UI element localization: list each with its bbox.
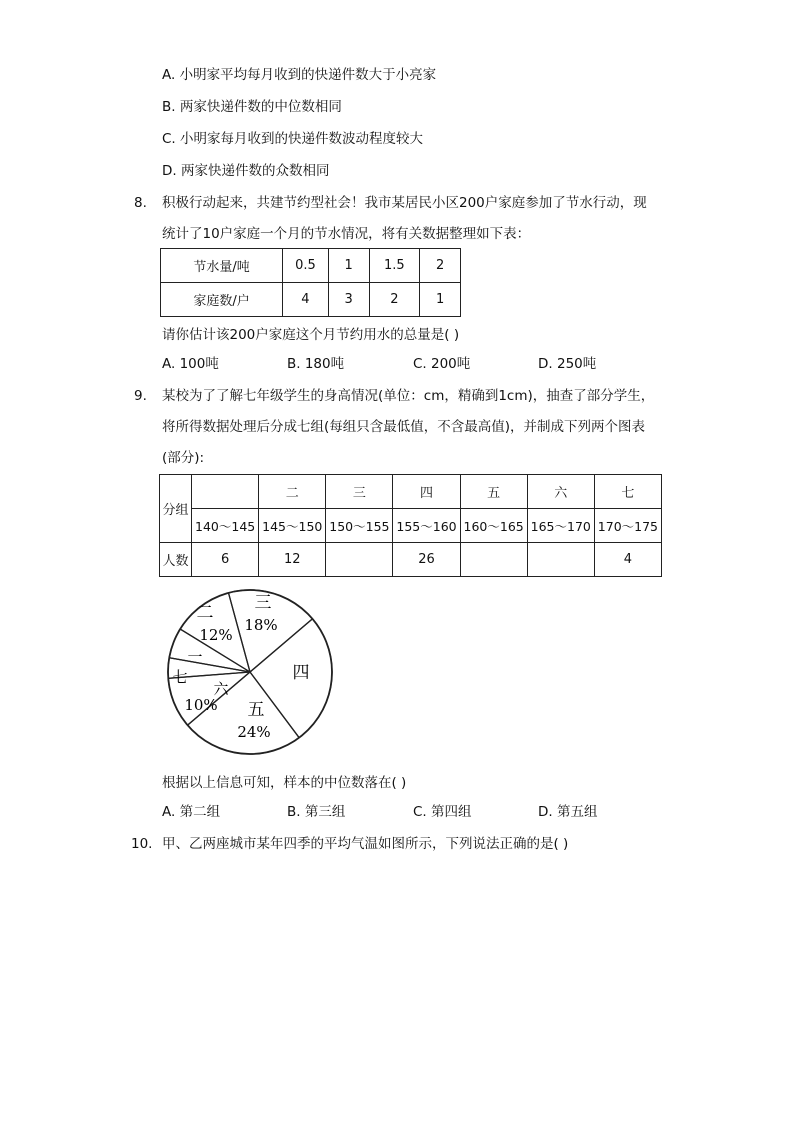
- q9-table-group: 四: [393, 475, 460, 509]
- q8-table-cell: 0.5: [283, 249, 329, 283]
- q9-stem-line3: (部分):: [162, 450, 205, 466]
- q9-number: 9.: [134, 388, 147, 404]
- q8-option-a: A. 100吨: [162, 356, 219, 372]
- q7-option-b: B. 两家快递件数的中位数相同: [162, 99, 342, 115]
- q8-option-d: D. 250吨: [538, 356, 597, 372]
- q9-table-header-group: 分组: [160, 475, 192, 543]
- q9-option-b: B. 第三组: [287, 804, 346, 820]
- q8-table-cell: 2: [369, 283, 420, 317]
- q9-table-count: 12: [259, 543, 326, 577]
- q9-table-count: 4: [594, 543, 661, 577]
- q9-table-count: [326, 543, 393, 577]
- q8-table-cell: 1: [420, 283, 461, 317]
- q9-table-group: [192, 475, 259, 509]
- q9-table-range: 165～170: [527, 509, 594, 543]
- pie-label-liu: 六: [213, 680, 229, 698]
- q9-pie-chart: [160, 584, 340, 764]
- q9-table-range: 145～150: [259, 509, 326, 543]
- q9-table-group: 六: [527, 475, 594, 509]
- pie-label-er: 二: [196, 603, 214, 623]
- q9-table-count: [460, 543, 527, 577]
- q8-stem-line2: 统计了10户家庭一个月的节水情况，将有关数据整理如下表：: [162, 226, 531, 242]
- pie-pct-er: 12%: [199, 626, 233, 644]
- q9-table-range: 140～145: [192, 509, 259, 543]
- pie-pct-san: 18%: [244, 616, 278, 634]
- q9-table-range: 150～155: [326, 509, 393, 543]
- q9-table-range: 170～175: [594, 509, 661, 543]
- q8-table-cell: 4: [283, 283, 329, 317]
- pie-pct-liu: 10%: [184, 696, 218, 714]
- q8-stem-line1: 积极行动起来，共建节约型社会！我市某居民小区200户家庭参加了节水行动，现: [162, 195, 647, 211]
- q9-stem-line2: 将所得数据处理后分成七组(每组只含最低值，不含最高值)，并制成下列两个图表: [162, 419, 646, 435]
- q7-option-c: C. 小明家每月收到的快递件数波动程度较大: [162, 131, 424, 147]
- q9-option-a: A. 第二组: [162, 804, 221, 820]
- q8-table-cell: 1: [328, 249, 369, 283]
- q9-table-group: 二: [259, 475, 326, 509]
- q7-option-d: D. 两家快递件数的众数相同: [162, 163, 330, 179]
- q9-option-d: D. 第五组: [538, 804, 598, 820]
- q8-table-header-water: 节水量/吨: [161, 249, 283, 283]
- q9-table-header-count: 人数: [160, 543, 192, 577]
- q9-table-group: 五: [460, 475, 527, 509]
- q8-table-cell: 1.5: [369, 249, 420, 283]
- q9-table-group: 七: [594, 475, 661, 509]
- q9-table-count: [527, 543, 594, 577]
- q8-option-c: C. 200吨: [413, 356, 471, 372]
- pie-label-wu: 五: [247, 700, 265, 720]
- q9-stem-line1: 某校为了了解七年级学生的身高情况(单位：cm，精确到1cm)，抽查了部分学生，: [162, 388, 655, 404]
- q9-table-count: 6: [192, 543, 259, 577]
- q9-table-count: 26: [393, 543, 460, 577]
- q9-question: 根据以上信息可知，样本的中位数落在( ): [162, 775, 407, 791]
- q8-water-table: [160, 248, 461, 317]
- q10-stem: 甲、乙两座城市某年四季的平均气温如图所示，下列说法正确的是( ): [162, 836, 569, 852]
- q9-table-range: 160～165: [460, 509, 527, 543]
- q9-option-c: C. 第四组: [413, 804, 472, 820]
- q8-table-cell: 2: [420, 249, 461, 283]
- pie-label-si: 四: [292, 663, 310, 683]
- pie-label-yi: 一: [187, 648, 203, 666]
- q8-table-header-families: 家庭数/户: [161, 283, 283, 317]
- q9-table-group: 三: [326, 475, 393, 509]
- pie-label-san: 三: [254, 593, 272, 613]
- q9-height-table: [159, 474, 662, 577]
- pie-label-qi: 七: [172, 668, 188, 686]
- q8-question: 请你估计该200户家庭这个月节约用水的总量是( ): [162, 327, 460, 343]
- q8-number: 8.: [134, 195, 147, 211]
- q10-number: 10.: [131, 836, 153, 852]
- q7-option-a: A. 小明家平均每月收到的快递件数大于小亮家: [162, 67, 437, 83]
- q8-option-b: B. 180吨: [287, 356, 345, 372]
- q9-table-range: 155～160: [393, 509, 460, 543]
- q8-table-cell: 3: [328, 283, 369, 317]
- pie-pct-wu: 24%: [237, 723, 271, 741]
